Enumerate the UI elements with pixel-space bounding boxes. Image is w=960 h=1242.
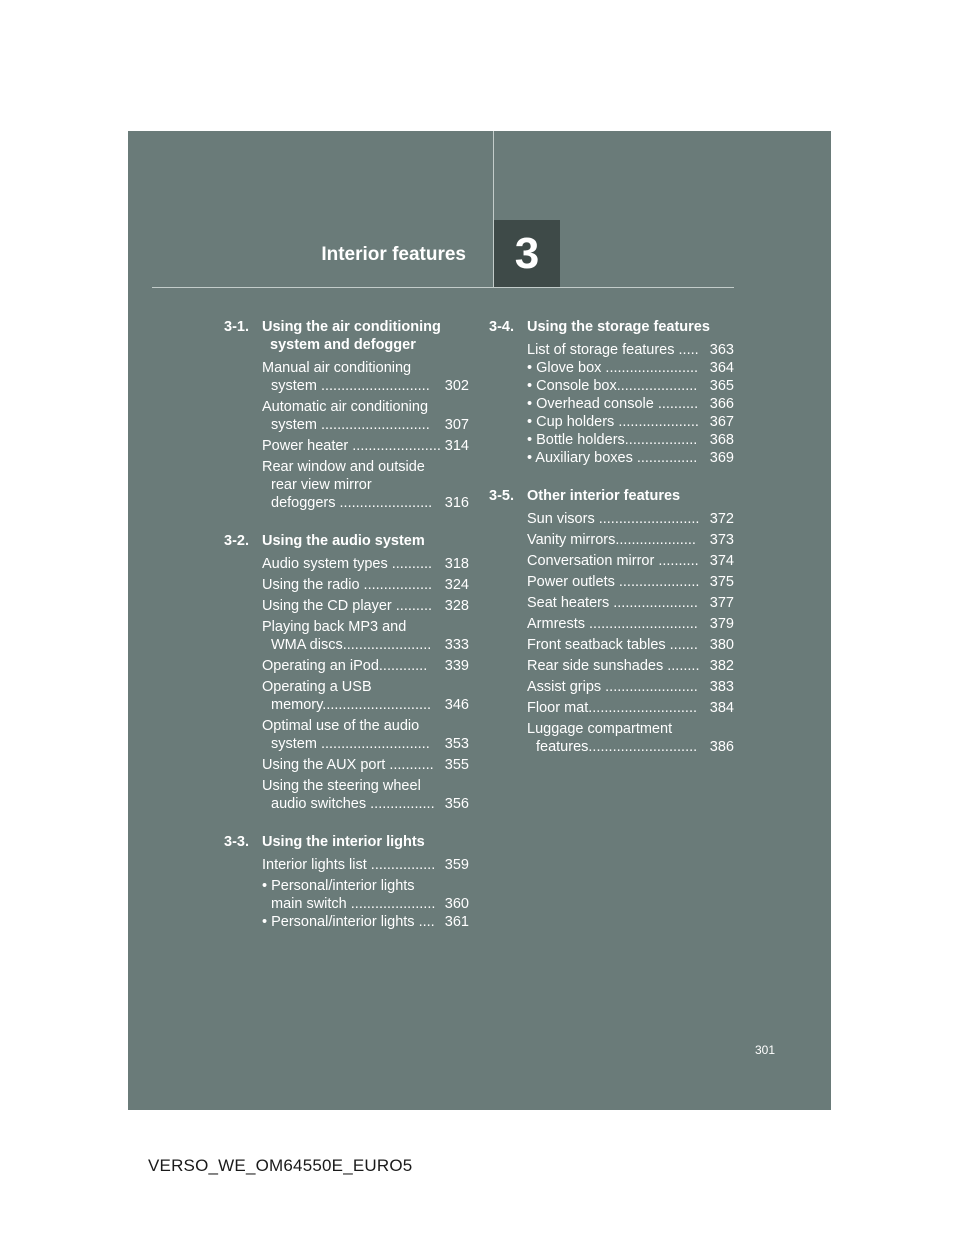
entry-page-number: 328 [444,598,469,614]
page-number: 301 [754,1043,775,1057]
entry-line [262,458,469,476]
entry-text: system ........................... [271,417,430,433]
entry-line [527,636,734,654]
entry-line [262,494,469,512]
entry-text: • Overhead console .......... [527,396,699,412]
entry-line [262,895,469,913]
entry-text: Seat heaters ..................... [527,595,698,611]
toc-entry[interactable] [262,856,469,874]
entry-line [527,699,734,717]
entry-text: Armrests ........................... [527,616,698,632]
toc-entry[interactable] [527,449,734,467]
entry-text: main switch ..................... [271,896,436,912]
entry-text: Using the radio ................. [262,577,433,593]
toc-entry[interactable] [527,657,734,675]
entry-line [527,531,734,549]
entry-text: Front seatback tables ....... [527,637,698,653]
entry-text: • Console box.................... [527,378,698,394]
chapter-number-tab: 3 [494,220,560,287]
entry-line [262,735,469,753]
entry-line [262,576,469,594]
toc-entry[interactable] [527,413,734,431]
entry-text: Operating an iPod............ [262,658,428,674]
toc-entry[interactable] [527,594,734,612]
entry-line [527,377,734,395]
section-title-line: Using the storage features [527,319,710,335]
section-title [262,318,469,354]
entry-text: • Personal/interior lights .... [262,914,435,930]
toc-entry[interactable] [262,657,469,675]
entry-text: defoggers ....................... [271,495,433,511]
entry-text: memory........................... [271,697,432,713]
entry-page-number: 383 [709,679,734,695]
entry-line [262,597,469,615]
section-heading [224,833,469,851]
section-title [527,487,734,505]
entry-text: audio switches ................ [271,796,435,812]
header-horizontal-divider [152,287,734,288]
section-title [527,318,734,336]
entry-text: • Cup holders .................... [527,414,699,430]
section-heading [489,318,734,336]
section-number: 3-3. [224,834,249,850]
entry-page-number: 356 [444,796,469,812]
entry-text: Sun visors ......................... [527,511,700,527]
entry-text: features........................... [536,739,698,755]
entry-line [262,717,469,735]
section-number: 3-5. [489,488,514,504]
entry-line [262,476,469,494]
entry-line [527,678,734,696]
section-number: 3-1. [224,319,249,335]
entry-page-number: 339 [444,658,469,674]
entry-line [262,657,469,675]
entry-text: Vanity mirrors.................... [527,532,696,548]
entry-text: Power heater ...................... [262,438,441,454]
toc-entry[interactable] [262,678,469,714]
entry-text: • Glove box ....................... [527,360,699,376]
section-number: 3-4. [489,319,514,335]
entry-page-number: 359 [444,857,469,873]
section-number: 3-2. [224,533,249,549]
toc-entry[interactable] [262,597,469,615]
entry-page-number: 307 [444,417,469,433]
entry-line [262,777,469,795]
entry-page-number: 375 [709,574,734,590]
entry-page-number: 318 [444,556,469,572]
toc-entry[interactable] [527,573,734,591]
entry-text: Interior lights list ................ [262,857,436,873]
entry-page-number: 377 [709,595,734,611]
section-title-line: Using the audio system [262,533,425,549]
entry-line [262,678,469,696]
toc-entry[interactable] [262,359,469,395]
entry-page-number: 355 [444,757,469,773]
section-heading [224,318,469,354]
entry-line [527,341,734,359]
entry-page-number: 364 [709,360,734,376]
entry-text: • Auxiliary boxes ............... [527,450,698,466]
entry-line [262,359,469,377]
entry-page-number: 367 [709,414,734,430]
toc-entry[interactable] [262,437,469,455]
entry-page-number: 372 [709,511,734,527]
entry-page-number: 374 [709,553,734,569]
entry-page-number: 384 [709,700,734,716]
entry-page-number: 353 [444,736,469,752]
entry-line [262,877,469,895]
entry-page-number: 382 [709,658,734,674]
entry-line [262,437,469,455]
toc-section [224,318,469,512]
entry-page-number: 386 [709,739,734,755]
entry-text: Assist grips ....................... [527,679,698,695]
entry-line [527,431,734,449]
toc-entry[interactable] [262,576,469,594]
toc-entry[interactable] [262,398,469,434]
toc-entry[interactable] [527,552,734,570]
toc-entry[interactable] [527,636,734,654]
toc-entry[interactable] [527,720,734,756]
section-heading [224,532,469,550]
toc-entry[interactable] [262,877,469,913]
entry-page-number: 366 [709,396,734,412]
entry-page-number: 333 [444,637,469,653]
entry-line [527,359,734,377]
entry-text: Audio system types .......... [262,556,433,572]
entry-text: Floor mat........................... [527,700,698,716]
entry-line [527,720,734,738]
section-heading [489,487,734,505]
entry-text: Conversation mirror .......... [527,553,699,569]
entry-line [527,510,734,528]
entry-text: rear view mirror [271,477,372,493]
document-code-footer: VERSO_WE_OM64550E_EURO5 [148,1156,413,1175]
entry-page-number: 302 [444,378,469,394]
toc-entry[interactable] [262,618,469,654]
entry-text: Using the AUX port ........... [262,757,434,773]
entry-line [262,696,469,714]
toc-entry[interactable] [262,913,469,931]
toc-entry[interactable] [262,555,469,573]
entry-line [527,615,734,633]
entry-text: • Bottle holders.................. [527,432,698,448]
entry-page-number: 361 [444,914,469,930]
entry-text: WMA discs...................... [271,637,432,653]
entry-page-number: 379 [709,616,734,632]
section-title-line: Other interior features [527,488,681,504]
section-title-line: system and defogger [270,337,416,353]
toc-entry[interactable] [527,359,734,377]
toc-column-left [224,318,469,951]
chapter-title: Interior features [321,244,466,265]
toc-entry[interactable] [262,717,469,753]
entry-line [262,795,469,813]
entry-text: Using the CD player ......... [262,598,433,614]
toc-section [224,833,469,931]
entry-text: List of storage features ..... [527,342,699,358]
entry-text: Using the steering wheel [262,778,421,794]
entry-page-number: 380 [709,637,734,653]
toc-section [224,532,469,813]
entry-page-number: 365 [709,378,734,394]
entry-line [527,594,734,612]
entry-text: Rear side sunshades ........ [527,658,700,674]
entry-line [262,416,469,434]
toc-section [489,318,734,467]
entry-text: system ........................... [271,378,430,394]
entry-line [262,756,469,774]
toc-entry[interactable] [527,678,734,696]
toc-entry[interactable] [527,377,734,395]
toc-entry[interactable] [527,615,734,633]
toc-entry[interactable] [527,510,734,528]
entry-page-number: 324 [444,577,469,593]
entry-page-number: 363 [709,342,734,358]
entry-line [527,573,734,591]
entry-line [527,395,734,413]
toc-entry[interactable] [527,341,734,359]
entry-text: Optimal use of the audio [262,718,420,734]
entry-text: Playing back MP3 and [262,619,407,635]
entry-page-number: 368 [709,432,734,448]
entry-line [527,552,734,570]
toc-entry[interactable] [527,531,734,549]
toc-entry[interactable] [262,756,469,774]
entry-text: system ........................... [271,736,430,752]
toc-entry[interactable] [527,395,734,413]
entry-line [527,449,734,467]
entry-line [262,377,469,395]
entry-text: Luggage compartment [527,721,673,737]
toc-column-right [489,318,734,776]
entry-line [527,738,734,756]
entry-line [262,618,469,636]
entry-line [262,398,469,416]
toc-entry[interactable] [262,777,469,813]
entry-text: Power outlets .................... [527,574,700,590]
section-title [262,532,469,550]
entry-line [527,413,734,431]
entry-line [262,913,469,931]
toc-entry[interactable] [262,458,469,512]
entry-page-number: 369 [709,450,734,466]
entry-text: Manual air conditioning [262,360,412,376]
entry-line [262,636,469,654]
toc-entry[interactable] [527,699,734,717]
section-title-line: Using the interior lights [262,834,425,850]
entry-page-number: 360 [444,896,469,912]
section-title [262,833,469,851]
entry-page-number: 316 [444,495,469,511]
toc-entry[interactable] [527,431,734,449]
entry-page-number: 314 [444,438,469,454]
entry-text: Operating a USB [262,679,372,695]
entry-page-number: 346 [444,697,469,713]
entry-line [262,856,469,874]
entry-text: Rear window and outside [262,459,425,475]
entry-text: • Personal/interior lights [262,878,415,894]
entry-page-number: 373 [709,532,734,548]
section-title-line: Using the air conditioning [262,319,441,335]
entry-line [262,555,469,573]
entry-line [527,657,734,675]
entry-text: Automatic air conditioning [262,399,429,415]
toc-section [489,487,734,756]
